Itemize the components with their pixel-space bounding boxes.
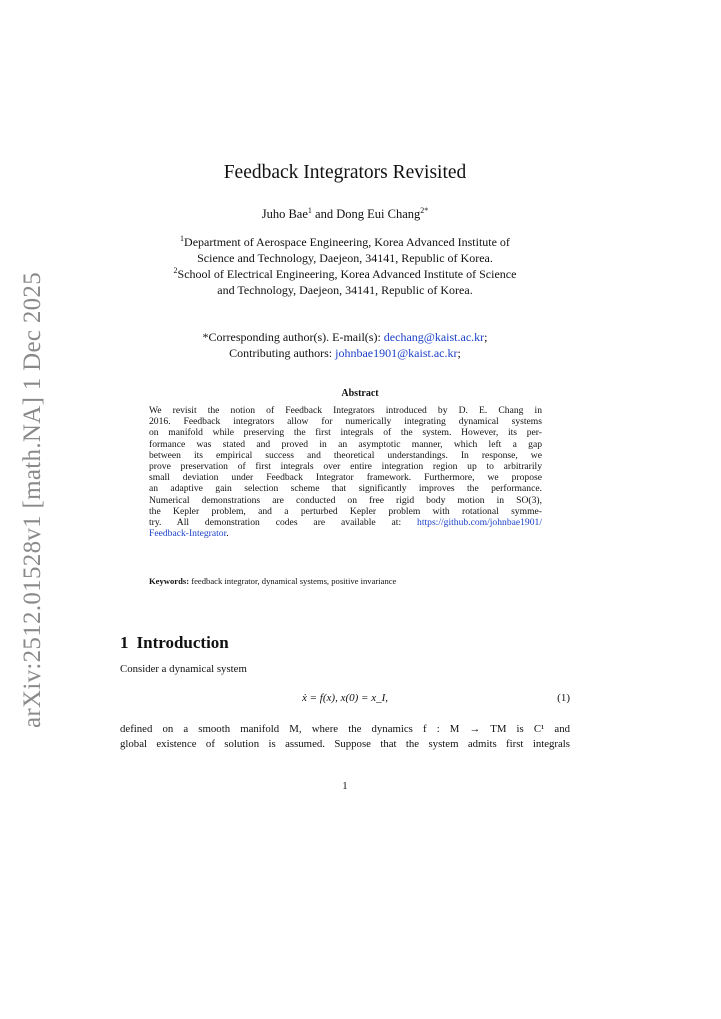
keywords-text: feedback integrator, dynamical systems, positive invariance [189, 576, 397, 586]
affiliation-marker: 2 [173, 266, 178, 275]
abstract-line: on manifold while preserving the first integrals of the system. However, its per- [149, 427, 542, 439]
abstract-body [149, 405, 542, 539]
abstract-line: Numerical demonstrations are conducted on free rigid body motion in SO(3), [149, 494, 542, 506]
section-number: 1 [120, 633, 129, 652]
author-separator: and [311, 207, 337, 221]
arxiv-identifier: arXiv:2512.01528v1 [math.NA] 1 Dec 2025 [19, 271, 46, 729]
abstract-line: formance was stated and proved in an asymptotic manner, which left a gap [149, 438, 542, 450]
abstract-line: an adaptive gain selection scheme that significantly improves the performance. [149, 483, 542, 495]
abstract-line: prove preservation of first integrals over entire integration region up to arbitrarily [149, 461, 542, 473]
github-link-continued[interactable]: Feedback-Integrator [149, 528, 227, 540]
body-line: global existence of solution is assumed. Suppose that the system admits first integrals [120, 737, 570, 750]
affiliation-line: Science and Technology, Daejeon, 34141, Republic of Korea. [197, 251, 493, 265]
abstract-line: 2016. Feedback integrators allow for numerically integrating dynamical systems [149, 416, 542, 428]
abstract-line: small deviation under Feedback Integrator framework. Furthermore, we propose [149, 472, 542, 484]
abstract-heading: Abstract [341, 388, 379, 399]
author-name: Juho Bae [261, 207, 308, 221]
affiliations [120, 234, 570, 298]
equation-expression: ẋ = f(x), x(0) = x_I, [302, 692, 388, 704]
affiliation-marker: 1 [307, 205, 312, 215]
affiliation-line: $^2$School of Electrical Engineering, Korea Advanced Institute of Science [173, 266, 517, 281]
github-link[interactable]: https://github.com/johnbae1901/ [417, 517, 542, 529]
arxiv-sidebar [18, 271, 48, 729]
keywords [149, 576, 396, 586]
corresponding-author-line: *Corresponding author(s). E-mail(s): dechang@kaist.ac.kr; [202, 330, 488, 344]
author-name: Dong Eui Chang [336, 207, 421, 221]
affiliation-line: $^1$Department of Aerospace Engineering, Korea Advanced Institute of [180, 234, 510, 249]
correspondence [120, 329, 570, 361]
affiliation-marker: 1 [180, 234, 185, 243]
affiliation-marker: 2* [420, 205, 429, 215]
body-paragraph [120, 722, 570, 751]
author-list [120, 207, 570, 222]
section-heading [120, 633, 229, 653]
abstract-line: We revisit the notion of Feedback Integrators introduced by D. E. Chang in [149, 405, 542, 416]
abstract-line: try. All demonstration codes are available at: https://github.com/johnbae1901/ [149, 517, 542, 529]
body-paragraph: Consider a dynamical system [120, 663, 247, 675]
equation-number: (1) [557, 692, 570, 704]
email-link-dechang[interactable]: dechang@kaist.ac.kr [383, 330, 485, 344]
abstract-line: the Kepler problem, and a perturbed Kepler problem with rotational symme- [149, 505, 542, 517]
paper-title: Feedback Integrators Revisited [223, 162, 467, 183]
page-number: 1 [342, 780, 348, 792]
abstract-line: between its empirical success and theoretical understandings. In response, we [149, 449, 542, 461]
affiliation-line: and Technology, Daejeon, 34141, Republic of Korea. [217, 283, 473, 297]
contributing-authors-line: Contributing authors: johnbae1901@kaist.ac.kr; [229, 346, 461, 360]
equation [120, 692, 570, 708]
keywords-label: Keywords: [149, 576, 190, 586]
body-line: defined on a smooth manifold M, where the dynamics f : M → TM is C¹ and [120, 723, 570, 735]
abstract-line: Feedback-Integrator. [149, 528, 229, 540]
email-link-johnbae[interactable]: johnbae1901@kaist.ac.kr [335, 346, 458, 360]
section-title: Introduction [136, 633, 229, 652]
